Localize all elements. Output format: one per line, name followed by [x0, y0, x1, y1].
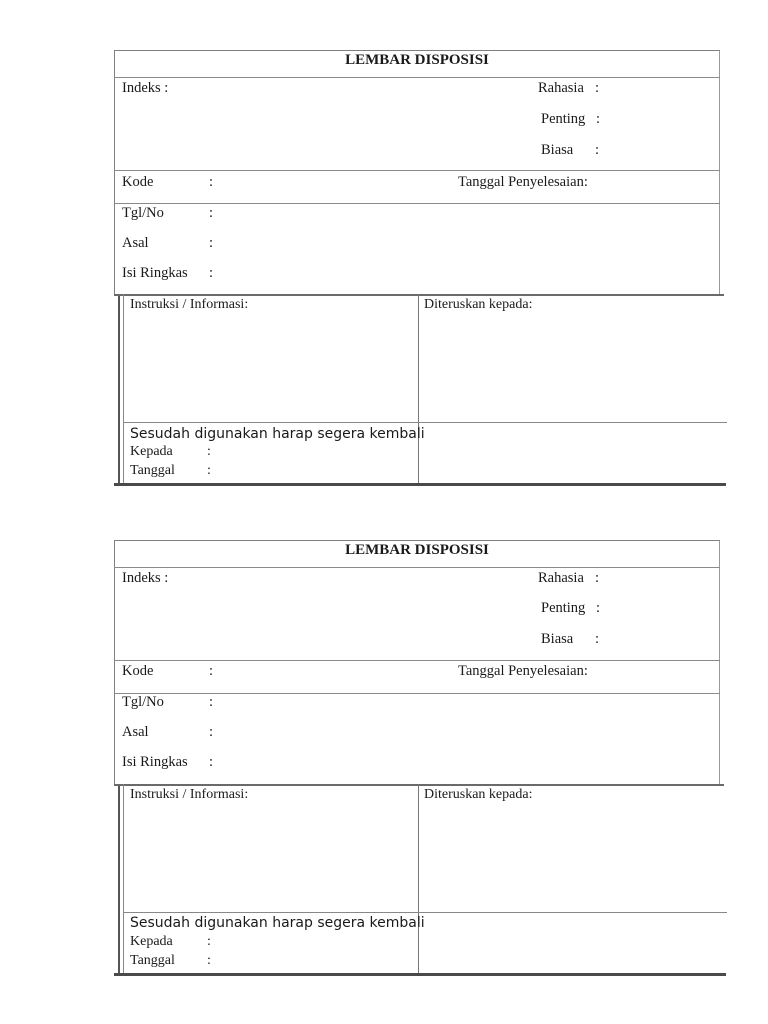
form-frame: [114, 540, 720, 785]
divider: [114, 784, 724, 786]
biasa-label: Biasa: [541, 631, 574, 647]
instruksi-label: Instruksi / Informasi:: [130, 297, 249, 312]
divider: [123, 784, 124, 976]
form-frame: [114, 50, 720, 295]
disposition-form-2: [114, 540, 720, 978]
divider: [114, 483, 726, 486]
divider: [123, 294, 124, 486]
tanggal-penyelesaian-label: Tanggal Penyelesaian:: [458, 663, 588, 679]
penting-colon: :: [596, 600, 601, 616]
isi-ringkas-label: Isi Ringkas: [122, 754, 188, 770]
divider: [123, 912, 727, 913]
indeks-label: Indeks :: [122, 80, 169, 96]
form-title: LEMBAR DISPOSISI: [345, 542, 489, 558]
kepada-label: Kepada: [130, 934, 173, 949]
tgl-no-label: Tgl/No: [122, 694, 164, 710]
penting-colon: :: [596, 111, 601, 127]
tanggal-penyelesaian-label: Tanggal Penyelesaian:: [458, 174, 588, 190]
asal-colon: :: [209, 235, 214, 251]
asal-label: Asal: [122, 724, 149, 740]
rahasia-colon: :: [595, 570, 600, 586]
biasa-label: Biasa: [541, 142, 574, 158]
divider: [418, 784, 419, 976]
tgl-no-colon: :: [209, 694, 214, 710]
divider: [114, 973, 726, 976]
tanggal-label: Tanggal: [130, 953, 175, 968]
isi-ringkas-colon: :: [209, 754, 214, 770]
return-note: Sesudah digunakan harap segera kembali: [130, 426, 425, 442]
kode-colon: :: [209, 663, 214, 679]
tgl-no-colon: :: [209, 205, 214, 221]
rahasia-label: Rahasia: [538, 80, 584, 96]
rahasia-label: Rahasia: [538, 570, 584, 586]
divider: [114, 294, 724, 296]
isi-ringkas-label: Isi Ringkas: [122, 265, 188, 281]
kode-label: Kode: [122, 174, 154, 190]
diteruskan-label: Diteruskan kepada:: [424, 787, 533, 802]
diteruskan-label: Diteruskan kepada:: [424, 297, 533, 312]
divider: [114, 660, 720, 661]
penting-label: Penting: [541, 111, 586, 127]
return-note: Sesudah digunakan harap segera kembali: [130, 915, 425, 931]
divider: [114, 693, 720, 694]
instruction-table: [118, 294, 724, 486]
divider: [418, 294, 419, 486]
instruction-table: [118, 784, 724, 976]
isi-ringkas-colon: :: [209, 265, 214, 281]
divider: [123, 422, 727, 423]
divider: [114, 77, 720, 78]
instruksi-label: Instruksi / Informasi:: [130, 787, 249, 802]
indeks-label: Indeks :: [122, 570, 169, 586]
kepada-colon: :: [207, 444, 211, 459]
tanggal-colon: :: [207, 953, 211, 968]
tanggal-colon: :: [207, 463, 211, 478]
divider: [114, 567, 720, 568]
kode-colon: :: [209, 174, 214, 190]
disposition-form-1: [114, 50, 720, 488]
tanggal-label: Tanggal: [130, 463, 175, 478]
biasa-colon: :: [595, 631, 600, 647]
asal-label: Asal: [122, 235, 149, 251]
divider: [114, 170, 720, 171]
kepada-colon: :: [207, 934, 211, 949]
form-title: LEMBAR DISPOSISI: [345, 52, 489, 68]
divider: [114, 203, 720, 204]
tgl-no-label: Tgl/No: [122, 205, 164, 221]
kepada-label: Kepada: [130, 444, 173, 459]
penting-label: Penting: [541, 600, 586, 616]
kode-label: Kode: [122, 663, 154, 679]
rahasia-colon: :: [595, 80, 600, 96]
asal-colon: :: [209, 724, 214, 740]
biasa-colon: :: [595, 142, 600, 158]
